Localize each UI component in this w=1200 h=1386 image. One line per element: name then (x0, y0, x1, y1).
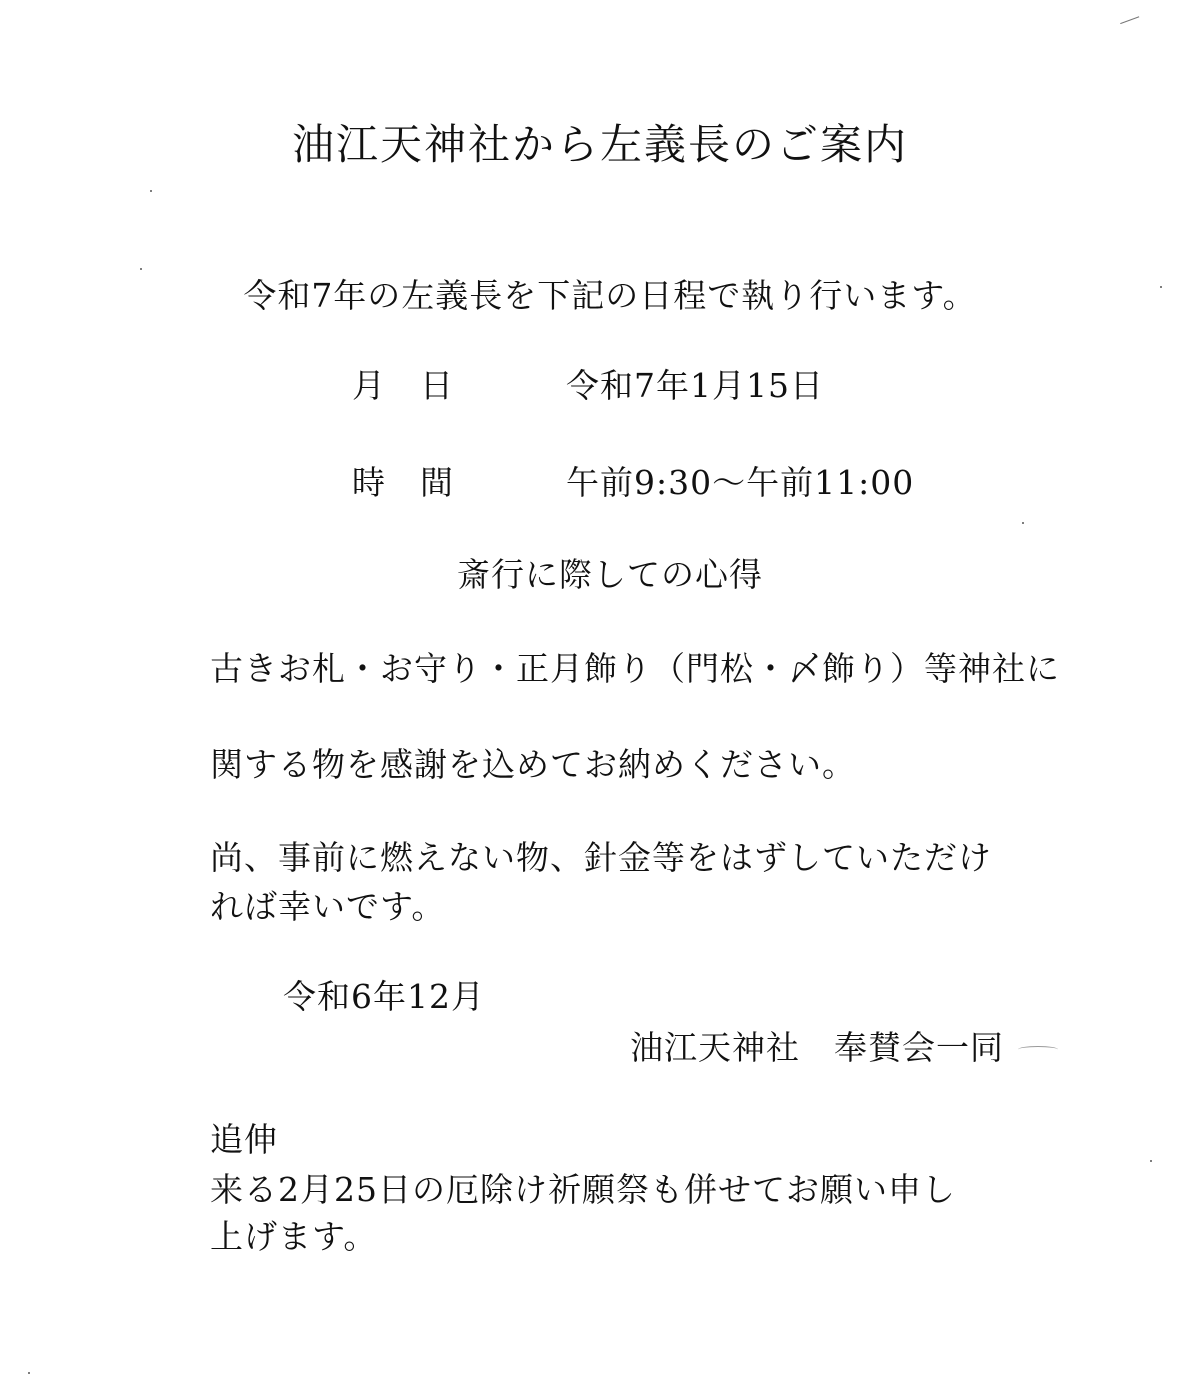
date-label: 月 日 (352, 366, 454, 405)
time-label: 時 間 (352, 463, 454, 502)
issue-date: 令和6年12月 (283, 977, 485, 1016)
scan-speck (140, 268, 142, 270)
section-heading: 斎行に際しての心得 (457, 555, 763, 594)
postscript-line: 来る2月25日の厄除け祈願祭も併せてお願い申し (210, 1170, 956, 1209)
scan-speck (1160, 286, 1162, 288)
scan-mark-icon (1117, 7, 1140, 24)
scan-speck (150, 190, 152, 192)
signer: 油江天神社 奉賛会一同 (630, 1028, 1004, 1067)
date-value: 令和7年1月15日 (566, 366, 824, 405)
scan-speck (1150, 1160, 1152, 1162)
intro-text: 令和7年の左義長を下記の日程で執り行います。 (243, 276, 977, 315)
body-line: 尚、事前に燃えない物、針金等をはずしていただけ (210, 838, 992, 877)
body-line: れば幸いです。 (210, 887, 446, 926)
page-title: 油江天神社から左義長のご案内 (291, 120, 908, 169)
body-line: 古きお札・お守り・正月飾り（門松・〆飾り）等神社に (210, 649, 1060, 688)
time-value: 午前9:30～午前11:00 (566, 463, 915, 502)
body-line: 関する物を感謝を込めてお納めください。 (210, 745, 856, 784)
scan-speck (28, 1372, 30, 1374)
scan-speck (1022, 522, 1024, 524)
postscript-line: 上げます。 (210, 1217, 378, 1256)
postscript-label: 追伸 (210, 1120, 278, 1159)
scan-stroke-mark (1018, 1046, 1058, 1053)
